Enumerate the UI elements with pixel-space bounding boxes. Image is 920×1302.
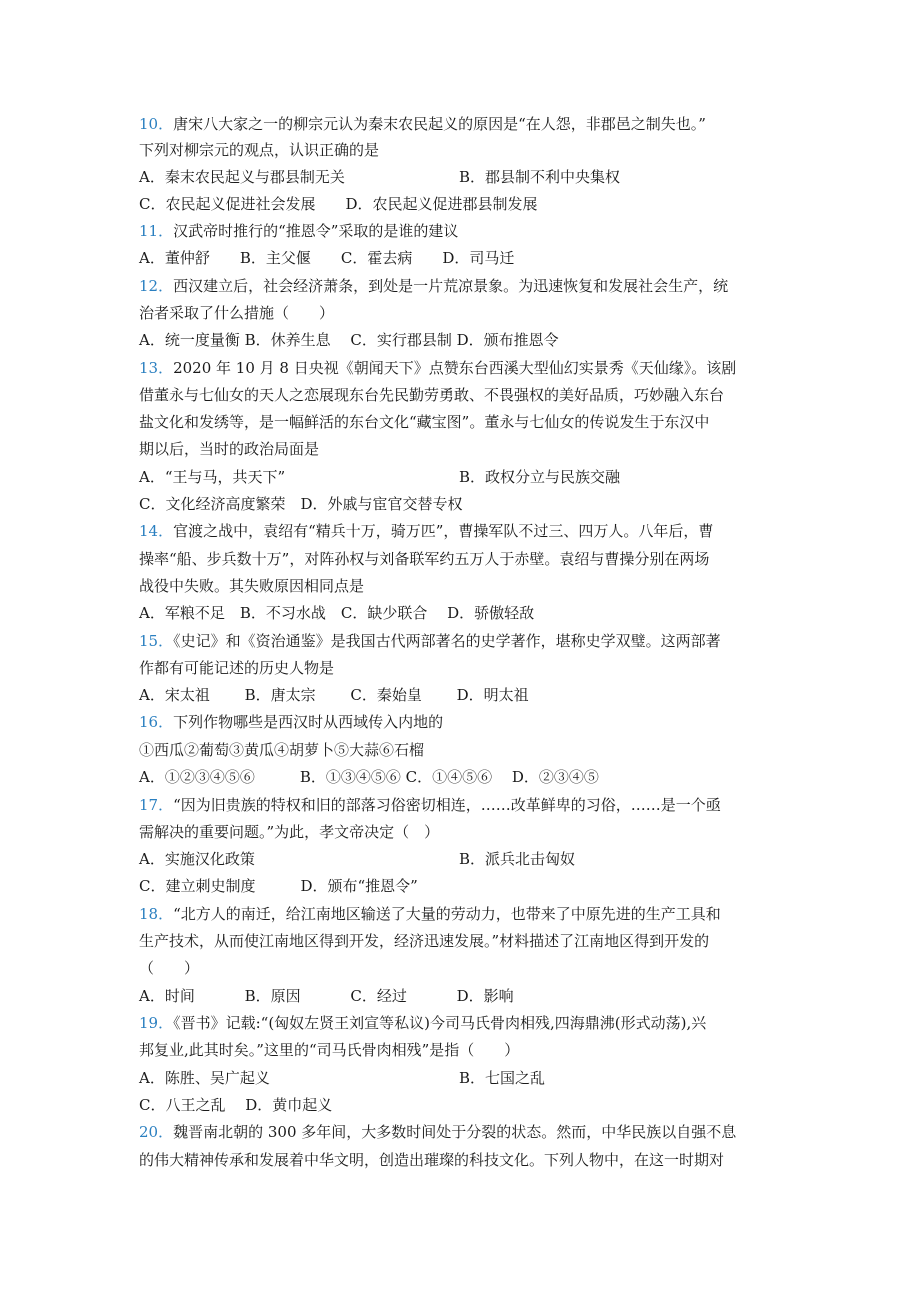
question-19-line-1 xyxy=(139,1013,706,1033)
question-12-line-2: 治者采取了什么措施（ ） xyxy=(139,304,335,322)
option-b: B．派兵北击匈奴 xyxy=(459,850,576,868)
question-17-line-1 xyxy=(139,795,721,815)
question-11-options: A．董仲舒 B．主父偃 C．霍去病 D．司马迁 xyxy=(139,249,515,267)
question-text: “因为旧贵族的特权和旧的部落习俗密切相连，……改革鲜卑的习俗，……是一个亟 xyxy=(173,796,721,814)
question-text: 《史记》和《资治通鉴》是我国古代两部著名的史学著作，堪称史学双璧。这两部著 xyxy=(173,632,721,650)
question-10-options-ab xyxy=(139,167,345,187)
question-13-line-3: 盐文化和发绣等，是一幅鲜活的东台文化“藏宝图”。董永与七仙女的传说发生于东汉中 xyxy=(139,413,710,431)
question-20-line-1 xyxy=(139,1122,736,1142)
question-14-line-1 xyxy=(139,521,713,541)
question-text: 下列作物哪些是西汉时从西域传入内地的 xyxy=(173,713,444,731)
option-b: B．七国之乱 xyxy=(459,1069,546,1087)
question-19-line-2: 邦复业,此其时矣。”这里的“司马氏骨肉相残”是指（ ） xyxy=(139,1041,520,1059)
question-13-line-4: 期以后，当时的政治局面是 xyxy=(139,440,320,458)
question-13-options-ab xyxy=(139,467,285,487)
question-number: 20． xyxy=(139,1123,174,1141)
question-14-line-2: 操率“船、步兵数十万”，对阵孙权与刘备联军约五万人于赤壁。袁绍与曹操分别在两场 xyxy=(139,550,710,568)
question-18-line-3: （ ） xyxy=(139,959,200,977)
question-17-options-cd: C．建立刺史制度 D．颁布“推恩令” xyxy=(139,877,418,895)
question-16-line-2: ①西瓜②葡萄③黄瓜④胡萝卜⑤大蒜⑥石榴 xyxy=(139,741,425,759)
question-16-options: A．①②③④⑤⑥ B．①③④⑤⑥ C．①④⑤⑥ D．②③④⑤ xyxy=(139,768,599,786)
option-a: A．“王与马，共天下” xyxy=(139,468,286,486)
question-text: 魏晋南北朝的 300 多年间，大多数时间处于分裂的状态。然而，中华民族以自强不息 xyxy=(173,1123,737,1141)
question-text: 汉武帝时推行的“推恩令”采取的是谁的建议 xyxy=(173,222,459,240)
question-text: 唐宋八大家之一的柳宗元认为秦末农民起义的原因是“在人怨，非郡邑之制失也。” xyxy=(173,115,706,133)
option-a: A．秦末农民起义与郡县制无关 xyxy=(139,168,345,186)
question-number: 11． xyxy=(139,222,174,240)
question-18-options: A．时间 B．原因 C．经过 D．影响 xyxy=(139,987,514,1005)
question-number: 13． xyxy=(139,359,174,377)
question-17-line-2: 需解决的重要问题。”为此，孝文帝决定（ ） xyxy=(139,823,440,841)
option-a: A．实施汉化政策 xyxy=(139,850,255,868)
question-17-options-ab xyxy=(139,849,255,869)
question-number: 18． xyxy=(139,905,174,923)
question-13-line-1 xyxy=(139,358,736,378)
question-15-line-2: 作都有可能记述的历史人物是 xyxy=(139,659,335,677)
question-text: 2020 年 10 月 8 日央视《朝闻天下》点赞东台西溪大型仙幻实景秀《天仙缘》。该剧 xyxy=(173,359,737,377)
question-13-options-cd: C．文化经济高度繁荣 D．外戚与宦官交替专权 xyxy=(139,495,463,513)
question-text: 官渡之战中，袁绍有“精兵十万，骑万匹”，曹操军队不过三、四万人。八年后，曹 xyxy=(173,522,714,540)
option-b: B．政权分立与民族交融 xyxy=(459,468,621,486)
question-14-options: A．军粮不足 B．不习水战 C．缺少联合 D．骄傲轻敌 xyxy=(139,604,535,622)
question-11-line-1 xyxy=(139,221,458,241)
question-number: 10． xyxy=(139,115,174,133)
question-number: 14． xyxy=(139,522,174,540)
question-10-line-1 xyxy=(139,114,706,134)
question-text: 西汉建立后，社会经济萧条，到处是一片荒凉景象。为迅速恢复和发展社会生产，统 xyxy=(173,277,729,295)
question-number: 12． xyxy=(139,277,174,295)
question-19-options-cd: C．八王之乱 D．黄巾起义 xyxy=(139,1096,333,1114)
question-10-line-2: 下列对柳宗元的观点，认识正确的是 xyxy=(139,141,380,159)
question-number: 16． xyxy=(139,713,174,731)
question-15-options: A．宋太祖 B．唐太宗 C．秦始皇 D．明太祖 xyxy=(139,686,529,704)
question-20-line-2: 的伟大精神传承和发展着中华文明，创造出璀璨的科技文化。下列人物中，在这一时期对 xyxy=(139,1151,725,1169)
question-14-line-3: 战役中失败。其失败原因相同点是 xyxy=(139,577,365,595)
question-15-line-1 xyxy=(139,631,721,651)
question-12-options: A．统一度量衡 B．休养生息 C．实行郡县制 D．颁布推恩令 xyxy=(139,331,559,349)
question-16-line-1 xyxy=(139,712,443,732)
option-b: B．郡县制不利中央集权 xyxy=(459,168,621,186)
option-a: A．陈胜、吴广起义 xyxy=(139,1069,270,1087)
question-13-line-2: 借董永与七仙女的天人之恋展现东台先民勤劳勇敢、不畏强权的美好品质，巧妙融入东台 xyxy=(139,386,725,404)
question-number: 19． xyxy=(139,1014,174,1032)
question-number: 15． xyxy=(139,632,174,650)
question-12-line-1 xyxy=(139,276,728,296)
question-text: “北方人的南迁，给江南地区输送了大量的劳动力，也带来了中原先进的生产工具和 xyxy=(173,905,721,923)
question-18-line-2: 生产技术，从而使江南地区得到开发，经济迅速发展。”材料描述了江南地区得到开发的 xyxy=(139,932,710,950)
question-18-line-1 xyxy=(139,904,721,924)
question-text: 《晋书》记载:“(匈奴左贤王刘宣等私议)今司马氏骨肉相残,四海鼎沸(形式动荡),兴 xyxy=(173,1014,707,1032)
question-19-options-ab xyxy=(139,1068,270,1088)
question-number: 17． xyxy=(139,796,174,814)
question-10-options-cd: C．农民起义促进社会发展 D．农民起义促进郡县制发展 xyxy=(139,195,538,213)
